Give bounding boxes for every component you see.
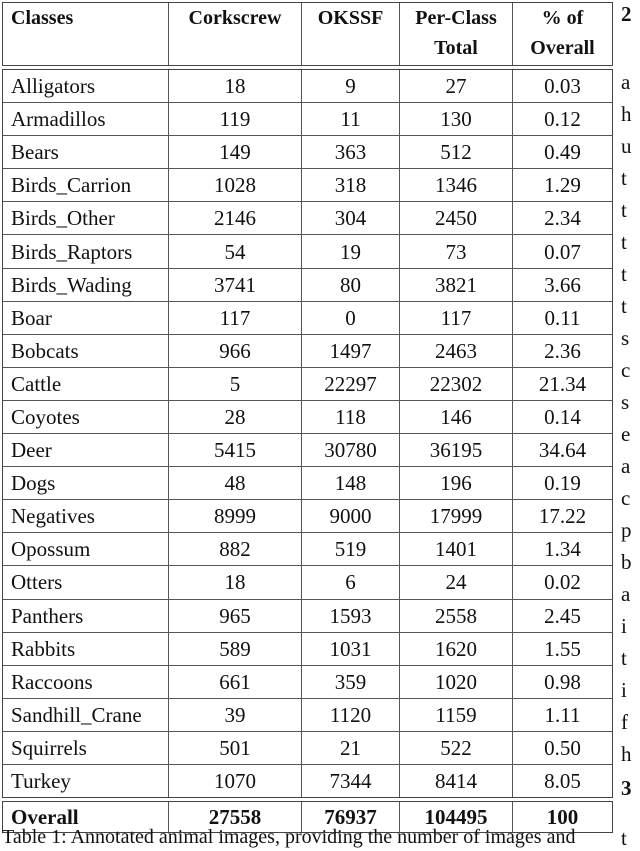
value-cell: 9 <box>301 70 399 102</box>
value-cell: 1159 <box>399 699 512 731</box>
table-row <box>3 168 612 201</box>
value-cell: 130 <box>399 103 512 135</box>
value-cell: 1.11 <box>512 699 612 731</box>
header-line: OKSSF <box>317 7 384 29</box>
value-cell: 3.66 <box>512 269 612 301</box>
table-row <box>3 665 612 698</box>
value-cell: 2463 <box>399 335 512 367</box>
value-cell: 1.34 <box>512 533 612 565</box>
side-text-fragment: s <box>621 326 630 350</box>
value-cell: 196 <box>399 467 512 499</box>
value-cell: 6 <box>301 566 399 598</box>
value-cell: 80 <box>301 269 399 301</box>
side-text-fragment: a <box>621 582 631 606</box>
value-cell: 148 <box>301 467 399 499</box>
table-row <box>3 466 612 499</box>
side-text-fragment: c <box>621 486 631 510</box>
value-cell: 0.98 <box>512 666 612 698</box>
value-cell: 0.02 <box>512 566 612 598</box>
value-cell: 117 <box>399 302 512 334</box>
value-cell: 966 <box>168 335 301 367</box>
table-row <box>3 731 612 764</box>
table-row <box>3 433 612 466</box>
table-body <box>2 69 613 798</box>
table-row <box>3 268 612 301</box>
side-text-fragment: p <box>621 518 632 542</box>
side-text-fragment: h <box>621 102 632 126</box>
side-text-fragment: a <box>621 70 631 94</box>
value-cell: 28 <box>168 401 301 433</box>
side-text-fragment: e <box>621 422 631 446</box>
class-name-cell: Turkey <box>11 769 71 794</box>
table-row <box>3 135 612 168</box>
value-cell: 1620 <box>399 633 512 665</box>
column-header <box>512 3 612 65</box>
table-caption: Table 1: Annotated animal images, providing the number of images and <box>2 826 576 848</box>
value-cell: 1120 <box>301 699 399 731</box>
value-cell: 1020 <box>399 666 512 698</box>
value-cell: 54 <box>168 235 301 267</box>
class-name-cell: Panthers <box>11 603 84 628</box>
class-name-cell: Bobcats <box>11 338 79 363</box>
value-cell: 1497 <box>301 335 399 367</box>
header-line: Per-Class <box>415 7 497 29</box>
value-cell: 21 <box>301 732 399 764</box>
class-name-cell: Dogs <box>11 471 56 496</box>
value-cell: 146 <box>399 401 512 433</box>
value-cell: 22302 <box>399 368 512 400</box>
side-text-fragment: t <box>621 294 627 318</box>
class-name-cell: Birds_Carrion <box>11 173 132 198</box>
value-cell: 27 <box>399 70 512 102</box>
value-cell: 118 <box>301 401 399 433</box>
column-header <box>399 3 512 65</box>
value-cell: 1401 <box>399 533 512 565</box>
value-cell: 117 <box>168 302 301 334</box>
side-text-fragment: t <box>621 230 627 254</box>
value-cell: 22297 <box>301 368 399 400</box>
value-cell: 48 <box>168 467 301 499</box>
value-cell: 359 <box>301 666 399 698</box>
value-cell: 2146 <box>168 202 301 234</box>
side-text-fragment: i <box>621 614 627 638</box>
value-cell: 3741 <box>168 269 301 301</box>
column-header <box>3 3 168 65</box>
class-name-cell: Otters <box>11 570 63 595</box>
table-header <box>2 2 613 66</box>
class-name-cell: Opossum <box>11 537 91 562</box>
class-name-cell: Birds_Raptors <box>11 239 133 264</box>
class-name-cell: Rabbits <box>11 636 76 661</box>
value-cell: 318 <box>301 169 399 201</box>
value-cell: 19 <box>301 235 399 267</box>
value-cell: 0.19 <box>512 467 612 499</box>
value-cell: 24 <box>399 566 512 598</box>
value-cell: 0.14 <box>512 401 612 433</box>
table-row <box>3 301 612 334</box>
header-line: % of <box>541 7 584 29</box>
total-value-cell: 76937 <box>301 802 399 832</box>
table-row <box>3 400 612 433</box>
table-row <box>3 234 612 267</box>
table-row <box>3 632 612 665</box>
side-text-fragment: i <box>621 678 627 702</box>
value-cell: 9000 <box>301 500 399 532</box>
table-row <box>3 698 612 731</box>
value-cell: 11 <box>301 103 399 135</box>
side-text-fragment: t <box>621 826 627 850</box>
value-cell: 119 <box>168 103 301 135</box>
class-name-cell: Raccoons <box>11 669 93 694</box>
value-cell: 0 <box>301 302 399 334</box>
value-cell: 2.45 <box>512 600 612 632</box>
value-cell: 2558 <box>399 600 512 632</box>
side-text-fragment: 2 <box>621 2 632 26</box>
side-text-fragment: f <box>621 710 628 734</box>
value-cell: 3821 <box>399 269 512 301</box>
value-cell: 7344 <box>301 765 399 797</box>
class-name-cell: Bears <box>11 140 59 165</box>
value-cell: 0.11 <box>512 302 612 334</box>
side-text-fragment: t <box>621 166 627 190</box>
total-value-cell: 27558 <box>168 802 301 832</box>
value-cell: 2.36 <box>512 335 612 367</box>
table-row <box>3 367 612 400</box>
value-cell: 2450 <box>399 202 512 234</box>
table-row <box>3 565 612 598</box>
value-cell: 18 <box>168 70 301 102</box>
table-row <box>3 201 612 234</box>
class-name-cell: Alligators <box>11 74 95 99</box>
header-line: Corkscrew <box>188 7 282 29</box>
value-cell: 0.49 <box>512 136 612 168</box>
value-cell: 512 <box>399 136 512 168</box>
header-line: Overall <box>530 37 595 59</box>
side-text-fragment: b <box>621 550 632 574</box>
value-cell: 17.22 <box>512 500 612 532</box>
table-row <box>3 334 612 367</box>
value-cell: 1.55 <box>512 633 612 665</box>
data-table <box>2 2 613 833</box>
class-name-cell: Sandhill_Crane <box>11 702 142 727</box>
class-name-cell: Birds_Other <box>11 206 115 231</box>
class-name-cell: Armadillos <box>11 107 106 132</box>
side-text-fragment: t <box>621 198 627 222</box>
value-cell: 2.34 <box>512 202 612 234</box>
value-cell: 8.05 <box>512 765 612 797</box>
value-cell: 501 <box>168 732 301 764</box>
value-cell: 1593 <box>301 600 399 632</box>
class-name-cell: Squirrels <box>11 735 87 760</box>
value-cell: 522 <box>399 732 512 764</box>
value-cell: 304 <box>301 202 399 234</box>
value-cell: 0.07 <box>512 235 612 267</box>
side-text-fragment: s <box>621 390 630 414</box>
value-cell: 0.12 <box>512 103 612 135</box>
value-cell: 519 <box>301 533 399 565</box>
total-label-cell: Overall <box>11 805 79 830</box>
table-row <box>3 499 612 532</box>
value-cell: 965 <box>168 600 301 632</box>
value-cell: 8999 <box>168 500 301 532</box>
class-name-cell: Deer <box>11 438 52 463</box>
table-row <box>3 764 612 797</box>
side-text-fragment: c <box>621 358 631 382</box>
table-row <box>3 599 612 632</box>
table-row <box>3 532 612 565</box>
value-cell: 363 <box>301 136 399 168</box>
column-header <box>301 3 399 65</box>
table-row <box>3 102 612 135</box>
side-text-fragment: h <box>621 742 632 766</box>
class-name-cell: Boar <box>11 305 52 330</box>
value-cell: 1028 <box>168 169 301 201</box>
value-cell: 73 <box>399 235 512 267</box>
value-cell: 8414 <box>399 765 512 797</box>
value-cell: 5415 <box>168 434 301 466</box>
side-text-fragment: t <box>621 646 627 670</box>
value-cell: 18 <box>168 566 301 598</box>
value-cell: 36195 <box>399 434 512 466</box>
value-cell: 0.50 <box>512 732 612 764</box>
value-cell: 1.29 <box>512 169 612 201</box>
value-cell: 882 <box>168 533 301 565</box>
value-cell: 589 <box>168 633 301 665</box>
value-cell: 0.03 <box>512 70 612 102</box>
value-cell: 1070 <box>168 765 301 797</box>
total-value-cell: 100 <box>512 802 612 832</box>
value-cell: 1346 <box>399 169 512 201</box>
value-cell: 39 <box>168 699 301 731</box>
header-line: Classes <box>11 7 74 29</box>
side-text-fragment: t <box>621 262 627 286</box>
class-name-cell: Negatives <box>11 504 95 529</box>
value-cell: 21.34 <box>512 368 612 400</box>
value-cell: 17999 <box>399 500 512 532</box>
class-name-cell: Cattle <box>11 371 62 396</box>
class-name-cell: Coyotes <box>11 404 80 429</box>
class-name-cell: Birds_Wading <box>11 272 132 297</box>
table-row <box>3 70 612 102</box>
side-text-fragment: 3 <box>621 776 632 800</box>
value-cell: 1031 <box>301 633 399 665</box>
value-cell: 34.64 <box>512 434 612 466</box>
side-text-fragment: a <box>621 454 631 478</box>
value-cell: 661 <box>168 666 301 698</box>
total-value-cell: 104495 <box>399 802 512 832</box>
side-text-fragment: u <box>621 134 632 158</box>
value-cell: 5 <box>168 368 301 400</box>
value-cell: 30780 <box>301 434 399 466</box>
header-line: Total <box>434 37 478 59</box>
value-cell: 149 <box>168 136 301 168</box>
column-header <box>168 3 301 65</box>
